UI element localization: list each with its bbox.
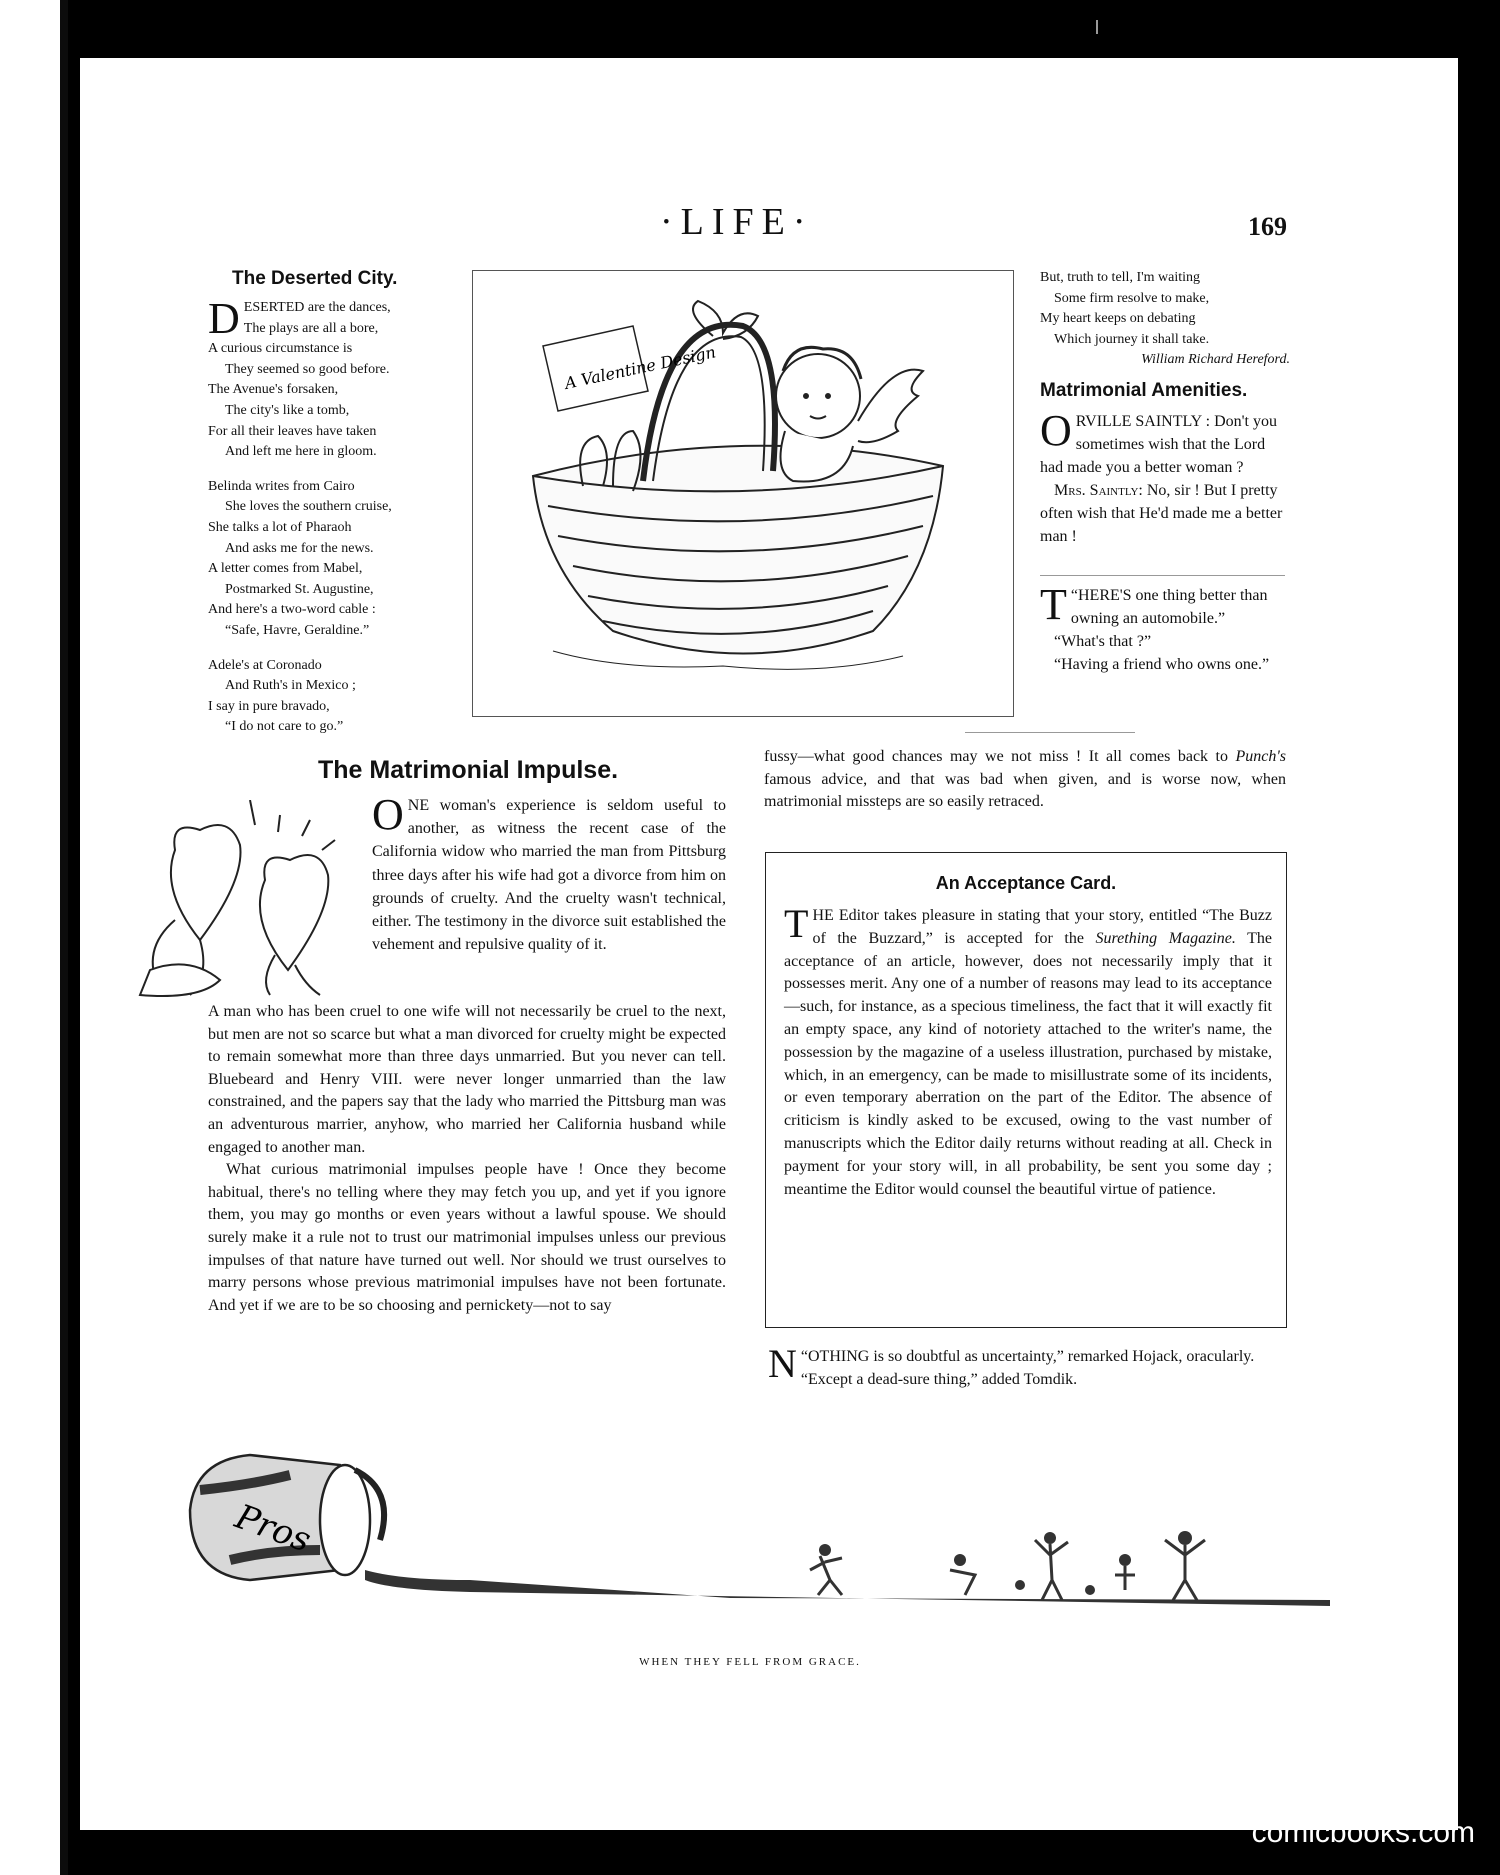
page-number: 169	[1248, 212, 1287, 241]
joke-line: HERE'S one thing better than owning an automobile.”	[1070, 587, 1268, 627]
article-title: The Matrimonial Impulse.	[318, 756, 619, 784]
drop-cap: T	[784, 901, 809, 946]
poem-line: And left me here in gloom.	[225, 444, 377, 460]
poem-line: A letter comes from Mabel,	[208, 561, 363, 577]
poem-line: And Ruth's in Mexico ;	[225, 678, 356, 694]
drop-cap: N	[768, 1341, 797, 1386]
amenities-line: Don't you sometimes wish that the Lord had made you a better woman ?	[1040, 413, 1277, 476]
poem-line: For all their leaves have taken	[208, 423, 377, 439]
barrel-label: Pros	[230, 1496, 317, 1561]
automobile-joke: “ T HERE'S one thing better than owning an automobile.” “What's that ?” “Having a friend who owns one.”	[1040, 580, 1270, 673]
poem-line: “Safe, Havre, Geraldine.”	[225, 622, 370, 638]
fell-from-grace-cartoon	[170, 1430, 1330, 1620]
joke-line: OTHING is so doubtful as uncertainty,” remarked Hojack, oracularly.	[808, 1348, 1255, 1365]
poem-line: A curious circumstance is	[208, 341, 353, 357]
drop-cap: D	[208, 294, 240, 343]
article-text: fussy—what good chances may we not miss ! It all comes back to	[764, 748, 1228, 765]
poem-line: But, truth to tell, I'm waiting	[1040, 270, 1201, 285]
masthead-title: ·LIFE·	[660, 201, 814, 243]
dancing-hearts-drawing	[120, 800, 365, 1000]
poem-title: The Deserted City.	[232, 268, 398, 289]
article-paragraph: What curious matrimonial impulses people have ! Once they become habitual, there's no telling where they may fetch you up, and yet if you ignore them, you may go months or even years without a lawful spouse. We should surely make it a rule not to trust our matrimonial impulses unless our previous impulses of that nature have turned out well. Nor should we trust ourselves to marry persons whose previous matrimonial impulses have not been fortunate. And yet if we are to be so choosing and pernickety—not to say	[208, 1161, 726, 1314]
divider	[965, 732, 1135, 733]
poem-line: Adele's at Coronado	[208, 657, 322, 673]
cartoon-caption: WHEN THEY FELL FROM GRACE.	[639, 1656, 861, 1668]
acceptance-card-box	[765, 852, 1287, 1328]
scan-mark	[1096, 20, 1098, 34]
article-text: Punch's	[1235, 748, 1287, 765]
poem-line: The plays are all a bore,	[243, 320, 379, 336]
joke-line: “Except a dead-sure thing,” added Tomdik.	[800, 1370, 1078, 1388]
valentine-illustration	[472, 270, 1014, 717]
poem-line: “I do not care to go.”	[225, 719, 344, 735]
poem-line: Postmarked St. Augustine,	[225, 581, 374, 597]
poem-author: William Richard Hereford.	[1141, 352, 1290, 367]
poem-line: I say in pure bravado,	[208, 698, 330, 714]
amenities-line: : No, sir ! But I pretty often wish that He'd made me a better man !	[1040, 482, 1283, 545]
article-paragraph: A man who has been cruel to one wife will not necessarily be cruel to the next, but men are not so scarce but what a man divorced for cruelty might be expected to remain somewhat more than three days unmarried. But you never can tell. Bluebeard and Henry VIII. were never longer unmarried than the law constrained, and the papers say that the lady who married the Pittsburg man was an adventurous marrier, anyhow, who married her California husband while engaged to another man.	[208, 1003, 726, 1156]
poem-line: Belinda writes from Cairo	[208, 478, 355, 494]
poem-line: The Avenue's forsaken,	[208, 382, 339, 398]
drop-cap: O	[1040, 406, 1072, 455]
poem-line: She talks a lot of Pharaoh	[208, 519, 352, 535]
card-text	[784, 901, 1272, 1201]
facing-page-strip	[0, 0, 64, 1875]
valentine-tag: A Valentine Design	[563, 342, 718, 393]
poem-line: The city's like a tomb,	[225, 402, 350, 418]
article-body	[208, 1001, 726, 1317]
card-text-part: The acceptance of an article, however, does not necessarily imply that it possesses merit. Any one of a number of reasons may lead to its acceptance—such, for instance, as a specious timeliness, the fact that it will exactly fit an empty space, any kind of notoriety attached to the writer's name, the possession by the magazine of a useless illustration, purchased by mistake, which, in an emergency, can be made to misillustrate some of its incidents, or even temporary aberration on the part of the Editor. The absence of criticism is kindly asked to be excused, owing to the vast number of manuscripts which the Editor daily returns without reading at all. Check in payment for your story will, in all probability, be sent you some day ; meantime the Editor would counsel the beautiful virtue of patience.	[784, 929, 1272, 1198]
poem-line: ESERTED are the dances,	[243, 300, 391, 315]
watermark: comicbooks.com	[1251, 1816, 1475, 1849]
poem-line: And here's a two-word cable :	[208, 602, 376, 618]
divider	[1040, 575, 1285, 576]
article-continuation	[764, 746, 1286, 814]
poem-line: She loves the southern cruise,	[225, 499, 392, 515]
amenities-line: RVILLE SAINTLY :	[1075, 413, 1211, 430]
poem-ending	[1040, 268, 1290, 371]
card-text-part: HE Editor takes pleasure in stating that your story, entitled “The Buzz of the Buzzard,” is accepted for the	[812, 907, 1272, 947]
article-intro	[372, 790, 726, 956]
magazine-name: Surething Magazine.	[1095, 929, 1236, 947]
article-text: NE woman's experience is seldom useful to another, as witness the recent case of the California widow who married the man from Pittsburg three days after his wife had got a divorce from him on grounds of cruelty. And the cruelty wasn't technical, either. The testimony in the divorce suit established the vehement and repulsive quality of it.	[372, 797, 726, 954]
drop-cap: O	[372, 790, 404, 839]
speaker-name: Mrs. Saintly	[1054, 482, 1139, 499]
article-text: famous advice, and that was bad when given, and is worse now, when matrimonial missteps are so easily retraced.	[764, 770, 1286, 811]
poem-line: Which journey it shall take.	[1054, 331, 1210, 347]
poem-line: My heart keeps on debating	[1040, 311, 1196, 326]
poem-line: Some firm resolve to make,	[1054, 290, 1210, 306]
joke-line: “Having a friend who owns one.”	[1054, 656, 1270, 673]
drop-cap: T	[1040, 580, 1067, 629]
card-title: An Acceptance Card.	[935, 873, 1117, 893]
joke-line: “What's that ?”	[1054, 633, 1152, 650]
poem-line: And asks me for the news.	[225, 540, 374, 556]
poem-deserted-city	[208, 294, 448, 738]
nothing-joke: “ N OTHING is so doubtful as uncertainty,” remarked Hojack, oracularly. “Except a dead-sure thing,” added Tomdik.	[768, 1341, 1255, 1388]
tiny-figures	[810, 1531, 1205, 1602]
amenities-title: Matrimonial Amenities.	[1040, 380, 1248, 401]
poem-line: They seemed so good before.	[225, 361, 390, 377]
binding-edge	[60, 0, 68, 1875]
cupid-basket-drawing	[473, 271, 1013, 716]
amenities-text	[1040, 406, 1285, 548]
